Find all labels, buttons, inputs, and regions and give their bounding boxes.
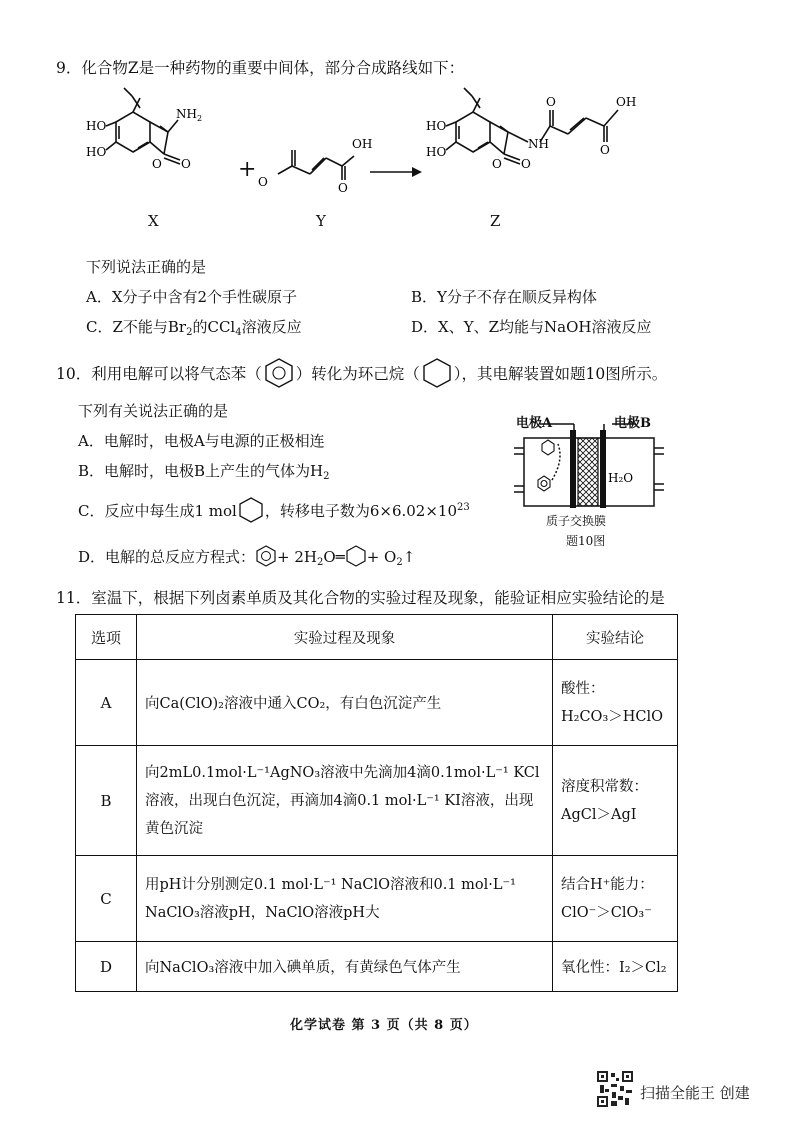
table-row: [76, 942, 678, 992]
x-carbonyl-o: O: [181, 157, 191, 171]
q10-option-d: D．电解的总反应方程式： + $2H_2O═$ + $O_2↑$: [78, 545, 415, 568]
molecule-x: [88, 90, 238, 218]
q10-option-b: B．电解时，电极B上产生的气体为$H_2$: [78, 462, 330, 482]
header-conclusion: 实验结论: [553, 615, 678, 660]
electrode-a-label: 电极A: [516, 416, 553, 431]
row-process: 向Ca(ClO)₂溶液中通入CO₂，有白色沉淀产生: [137, 660, 553, 746]
q9-option-b: B．Y分子不存在顺反异构体: [411, 288, 597, 306]
table-row: [76, 746, 678, 856]
z-carbonyl-o: O: [521, 157, 531, 171]
label-y: Y: [316, 212, 326, 230]
scanner-watermark: 扫描全能王 创建: [640, 1084, 750, 1102]
z-amide-o: O: [546, 95, 556, 109]
membrane-label: 质子交换膜: [546, 514, 607, 528]
z-oh: OH: [616, 95, 637, 109]
table-row: [76, 660, 678, 746]
header-option: 选项: [76, 615, 137, 660]
benzene-icon: [255, 545, 277, 567]
benzene-icon: [262, 360, 296, 386]
water-label: H₂O: [608, 471, 634, 485]
header-process: 实验过程及现象: [137, 615, 553, 660]
label-z: Z: [490, 212, 501, 230]
label-x: X: [148, 212, 159, 230]
z-acid-o: O: [600, 143, 610, 157]
electrode-b: [600, 430, 606, 508]
cyclohexane-icon: [345, 545, 367, 567]
row-process: 向NaClO₃溶液中加入碘单质，有黄绿色气体产生: [137, 942, 553, 992]
figure-caption: 题10图: [566, 534, 606, 548]
row-option: D: [76, 942, 137, 992]
z-nh-label: NH: [528, 137, 549, 151]
q9-option-d: D．X、Y、Z均能与NaOH溶液反应: [411, 318, 652, 336]
row-conclusion: 溶度积常数： AgCl＞AgI: [553, 746, 678, 856]
cyclohexane-icon: [420, 360, 454, 386]
experiment-table: [75, 614, 678, 992]
q9-title: 9．化合物Z是一种药物的重要中间体，部分合成路线如下：: [56, 59, 465, 77]
row-process: 用pH计分别测定0.1 mol·L⁻¹ NaClO溶液和0.1 mol·L⁻¹ NaClO₃溶液pH，NaClO溶液pH大: [137, 856, 553, 942]
x-nh2-label: $NH_2$: [176, 107, 203, 123]
electrolysis-cell-diagram: [508, 420, 658, 510]
z-ho-2: HO: [426, 145, 447, 159]
row-conclusion: 酸性： H₂CO₃＞HClO: [553, 660, 678, 746]
row-option: A: [76, 660, 137, 746]
electrode-a: [570, 430, 576, 508]
y-o-2: O: [338, 181, 348, 195]
table-header-row: [76, 615, 678, 660]
reaction-arrow-icon: [370, 166, 422, 178]
plus-sign: +: [238, 157, 257, 182]
row-option: B: [76, 746, 137, 856]
table-row: [76, 856, 678, 942]
molecule-z: [428, 90, 658, 218]
q9-option-a: A．X分子中含有2个手性碳原子: [86, 288, 298, 306]
row-process: 向2mL0.1mol·L⁻¹AgNO₃溶液中先滴加4滴0.1mol·L⁻¹ KCl溶液，出现白色沉淀，再滴加4滴0.1 mol·L⁻¹ KI溶液，出现黄色沉淀: [137, 746, 553, 856]
qr-code-icon: [596, 1070, 634, 1108]
page-footer: 化学试卷 第 3 页（共 8 页）: [290, 1018, 478, 1033]
molecule-y: [258, 126, 373, 196]
electrode-b-label: 电极B: [614, 416, 651, 431]
q10-title: 10．利用电解可以将气态苯（ ）转化为环己烷（ ），其电解装置如题10图所示。: [56, 360, 667, 386]
x-ring-o: O: [152, 157, 162, 171]
q10-option-a: A．电解时，电极A与电源的正极相连: [78, 432, 325, 450]
q10-option-c: C．反应中每生成1 mol ，转移电子数为$6\times 6.02\times 10^{23}$: [78, 498, 470, 522]
proton-exchange-membrane: [578, 438, 598, 506]
cyclohexane-icon: [237, 498, 265, 522]
q9-option-c: C．Z不能与$Br_2$的CCl$_4$溶液反应: [86, 318, 302, 338]
y-o-1: O: [258, 175, 268, 189]
q9-prompt: 下列说法正确的是: [86, 258, 207, 276]
x-ho-2: HO: [86, 145, 107, 159]
q11-title: 11．室温下，根据下列卤素单质及其化合物的实验过程及现象，能验证相应实验结论的是: [56, 589, 665, 607]
x-ho-1: HO: [86, 119, 107, 133]
y-oh: OH: [352, 137, 373, 151]
z-ho-1: HO: [426, 119, 447, 133]
row-conclusion: 氧化性：I₂＞Cl₂: [553, 942, 678, 992]
z-ring-o: O: [492, 157, 502, 171]
row-option: C: [76, 856, 137, 942]
q10-prompt: 下列有关说法正确的是: [78, 402, 229, 420]
row-conclusion: 结合H⁺能力： ClO⁻＞ClO₃⁻: [553, 856, 678, 942]
